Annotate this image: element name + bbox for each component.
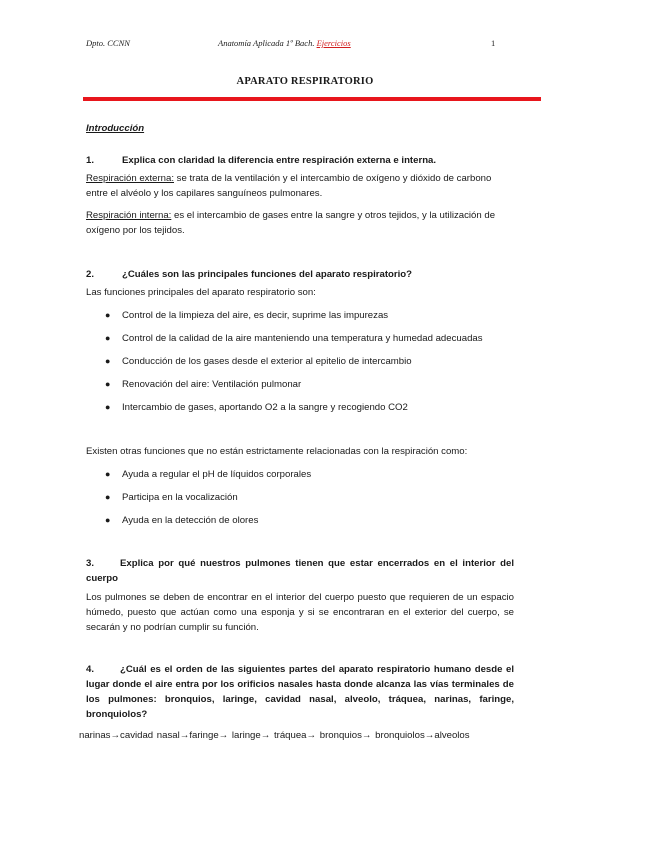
answer-4-sequence: narinas→cavidad nasal→faringe→ laringe→ tráquea→ bronquios→ bronquiolos→alveolos — [79, 730, 470, 741]
page-number: 1 — [491, 38, 496, 48]
list-item — [86, 467, 514, 482]
title-divider — [83, 97, 541, 101]
list-item — [86, 400, 514, 415]
bullet-icon: ● — [105, 469, 111, 479]
answer-1-external — [86, 171, 514, 201]
answer-2-intro: Las funciones principales del aparato respiratorio son: — [86, 287, 316, 298]
question-3-number: 3. — [86, 558, 95, 569]
internal-label: Respiración interna: — [86, 210, 172, 221]
list-item-text: Control de la limpieza del aire, es decir, suprime las impurezas — [122, 310, 389, 321]
external-text: se trata de la ventilación y el intercambio de oxígeno y dióxido de carbono entre el alvéolo y los capilares sanguíneos pulmonares. — [86, 173, 492, 199]
section-heading-introduccion: Introducción — [86, 123, 145, 134]
list-item — [86, 513, 514, 528]
list-item — [86, 377, 514, 392]
question-4-number: 4. — [86, 664, 95, 675]
main-functions-list — [86, 308, 514, 415]
list-item-text: Renovación del aire: Ventilación pulmonar — [122, 379, 302, 390]
header-course — [218, 38, 351, 48]
question-2 — [86, 267, 514, 282]
list-item-text: Intercambio de gases, aportando O2 a la sangre y recogiendo CO2 — [122, 402, 408, 413]
document-body — [79, 121, 514, 743]
question-1 — [86, 153, 514, 168]
question-2-number: 2. — [86, 269, 95, 280]
page-title: APARATO RESPIRATORIO — [236, 76, 374, 87]
question-4-text: ¿Cuál es el orden de las siguientes partes del aparato respiratorio humano desde el lugar donde el aire entra por los orificios nasales hasta donde alcanza las vías terminales de los pulmones: bronquios, laringe, cavidad nasal, alveolo, tráquea, narinas, faringe, bronquiolos? — [86, 664, 514, 720]
internal-text: es el intercambio de gases entre la sangre y otros tejidos, y la utilización de oxígeno por los tejidos. — [86, 210, 496, 236]
question-3-text: Explica por qué nuestros pulmones tienen que estar encerrados en el interior del cuerpo — [86, 558, 514, 584]
bullet-icon: ● — [105, 333, 111, 343]
answer-1-internal — [86, 208, 514, 238]
header-course-text: Anatomía Aplicada 1º Bach. — [218, 38, 315, 48]
list-item-text: Conducción de los gases desde el exterior al epitelio de intercambio — [122, 356, 412, 367]
question-2-text: ¿Cuáles son las principales funciones del aparato respiratorio? — [122, 269, 413, 280]
bullet-icon: ● — [105, 310, 111, 320]
other-functions-list — [86, 467, 514, 528]
list-item — [86, 354, 514, 369]
list-item — [86, 490, 514, 505]
bullet-icon: ● — [105, 515, 111, 525]
external-label: Respiración externa: — [86, 173, 174, 184]
question-1-number: 1. — [86, 155, 95, 166]
list-item-text: Participa en la vocalización — [122, 492, 238, 503]
question-3 — [86, 556, 514, 586]
header-department: Dpto. CCNN — [86, 38, 130, 48]
bullet-icon: ● — [105, 402, 111, 412]
list-item-text: Control de la calidad de la aire manteniendo una temperatura y humedad adecuadas — [122, 333, 483, 344]
list-item-text: Ayuda a regular el pH de líquidos corporales — [122, 469, 312, 480]
list-item-text: Ayuda en la detección de olores — [122, 515, 259, 526]
bullet-icon: ● — [105, 492, 111, 502]
answer-3: Los pulmones se deben de encontrar en el interior del cuerpo puesto que requieren de un espacio húmedo, puesto que actúan como una esponja y si se encontraran en el exterior del cuerpo, se secarán y no podrían cumplir su función. — [86, 592, 514, 633]
list-item — [86, 331, 514, 346]
bullet-icon: ● — [105, 379, 111, 389]
header-exercises-link[interactable]: Ejercicios — [316, 38, 351, 48]
question-1-text: Explica con claridad la diferencia entre respiración externa e interna. — [122, 155, 437, 166]
list-item — [86, 308, 514, 323]
other-functions-intro: Existen otras funciones que no están estrictamente relacionadas con la respiración como: — [86, 446, 468, 457]
bullet-icon: ● — [105, 356, 111, 366]
question-4 — [86, 662, 514, 722]
